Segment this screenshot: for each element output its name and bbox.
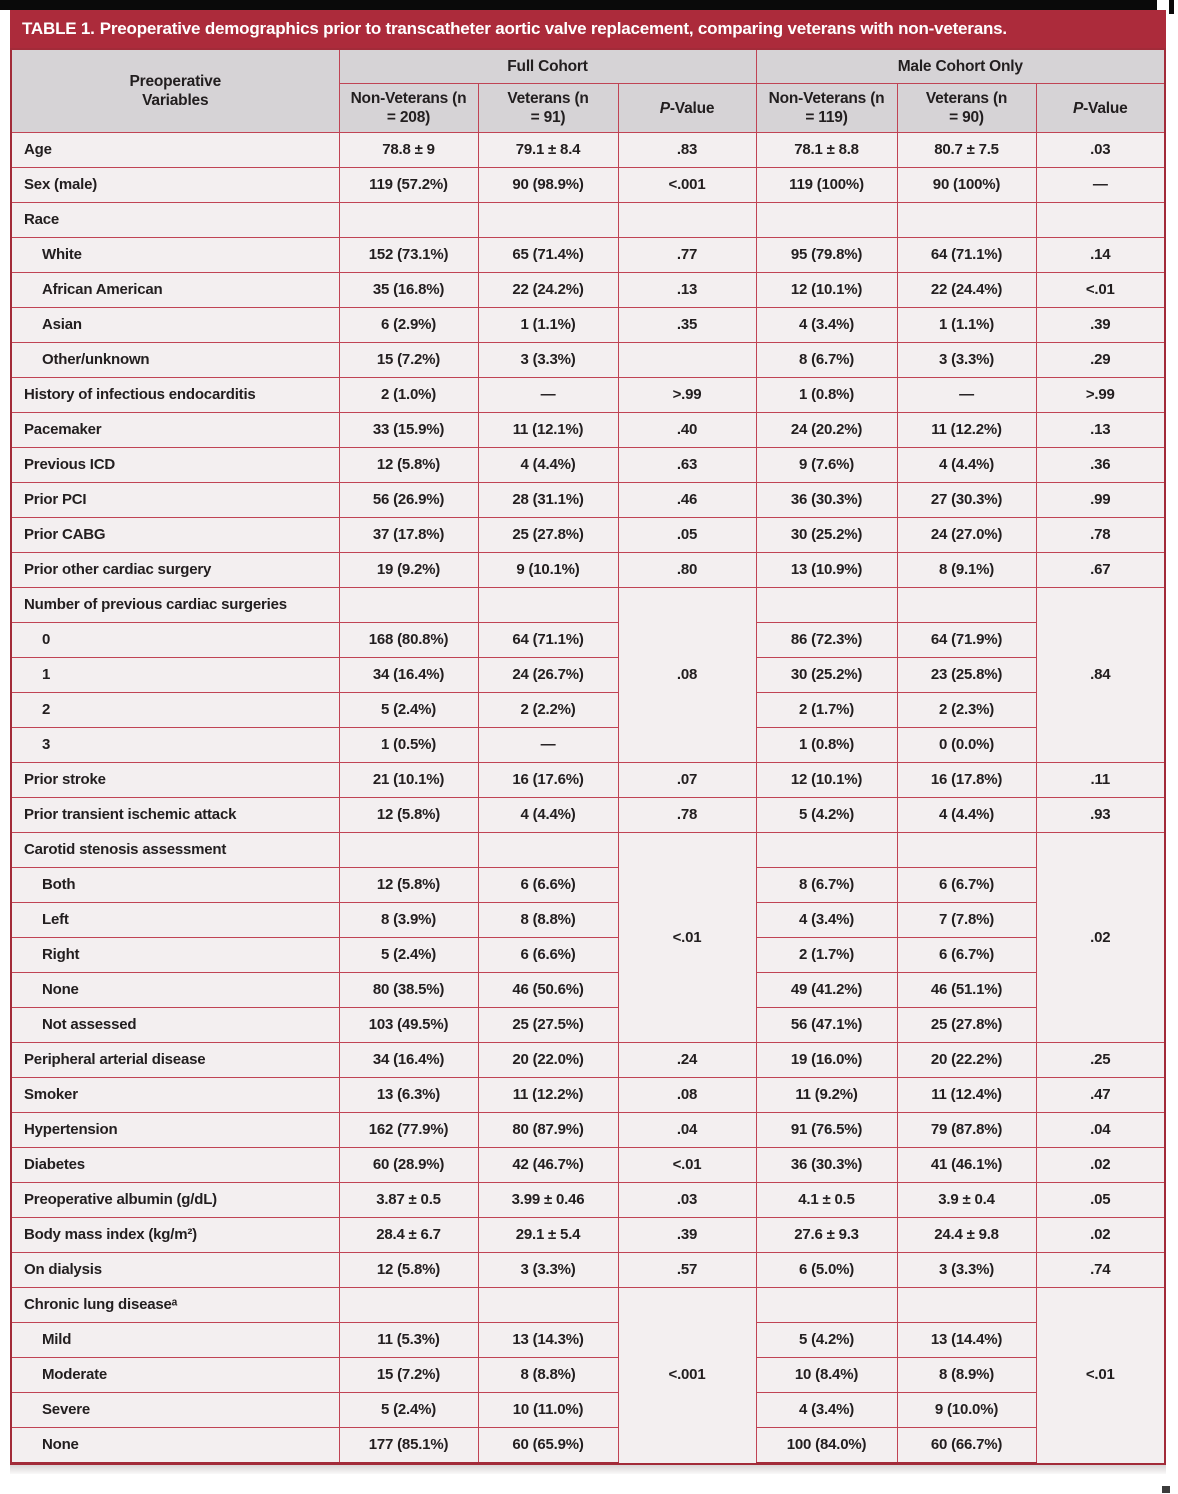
p-value-cell: .08 — [618, 588, 756, 763]
value-cell: 4 (3.4%) — [756, 1393, 897, 1428]
p-value-cell: .77 — [618, 238, 756, 273]
value-cell: 11 (12.2%) — [897, 413, 1036, 448]
p-value-cell: .29 — [1036, 343, 1165, 378]
value-cell — [478, 588, 618, 623]
p-value-cell: .13 — [1036, 413, 1165, 448]
value-cell: — — [478, 378, 618, 413]
column-header-male-pvalue: P-Value — [1036, 84, 1165, 133]
table-number-label: TABLE 1. — [22, 19, 95, 38]
table-row — [11, 518, 1165, 553]
table-row — [11, 133, 1165, 168]
value-cell: 65 (71.4%) — [478, 238, 618, 273]
value-cell: 25 (27.8%) — [897, 1008, 1036, 1043]
value-cell: 11 (12.1%) — [478, 413, 618, 448]
table-row — [11, 1428, 1165, 1464]
row-label: 0 — [11, 623, 339, 658]
p-value-cell: .47 — [1036, 1078, 1165, 1113]
value-cell — [756, 1288, 897, 1323]
p-value-cell: .04 — [618, 1113, 756, 1148]
row-label: Not assessed — [11, 1008, 339, 1043]
p-value-cell: .78 — [618, 798, 756, 833]
value-cell: 36 (30.3%) — [756, 483, 897, 518]
value-cell: 10 (11.0%) — [478, 1393, 618, 1428]
value-cell: 6 (6.7%) — [897, 938, 1036, 973]
value-cell: 8 (8.9%) — [897, 1358, 1036, 1393]
value-cell — [339, 1288, 478, 1323]
value-cell: 24 (26.7%) — [478, 658, 618, 693]
value-cell: 9 (10.1%) — [478, 553, 618, 588]
row-label: Both — [11, 868, 339, 903]
value-cell: 60 (28.9%) — [339, 1148, 478, 1183]
p-value-cell: <.01 — [1036, 1288, 1165, 1464]
value-cell: — — [478, 728, 618, 763]
row-label: Right — [11, 938, 339, 973]
p-value-cell: .02 — [1036, 833, 1165, 1043]
p-value-cell: <.01 — [618, 833, 756, 1043]
value-cell: 9 (7.6%) — [756, 448, 897, 483]
value-cell: 10 (8.4%) — [756, 1358, 897, 1393]
p-value-cell: .07 — [618, 763, 756, 798]
table-row — [11, 1393, 1165, 1428]
value-cell: 12 (10.1%) — [756, 273, 897, 308]
row-label: Asian — [11, 308, 339, 343]
table-row — [11, 448, 1165, 483]
value-cell: 16 (17.8%) — [897, 763, 1036, 798]
value-cell: 11 (9.2%) — [756, 1078, 897, 1113]
table-row — [11, 693, 1165, 728]
p-value-cell: .83 — [618, 133, 756, 168]
value-cell — [756, 588, 897, 623]
value-cell: 1 (1.1%) — [897, 308, 1036, 343]
table-row — [11, 1078, 1165, 1113]
value-cell: 8 (8.8%) — [478, 1358, 618, 1393]
table-header — [11, 49, 1165, 133]
table-row — [11, 343, 1165, 378]
table-row — [11, 1148, 1165, 1183]
p-value-cell — [1036, 203, 1165, 238]
p-value-cell: .24 — [618, 1043, 756, 1078]
p-value-cell: .63 — [618, 448, 756, 483]
p-value-cell: >.99 — [618, 378, 756, 413]
row-label: Previous ICD — [11, 448, 339, 483]
value-cell: 4 (4.4%) — [897, 448, 1036, 483]
table-row — [11, 1253, 1165, 1288]
value-cell: 4 (4.4%) — [478, 448, 618, 483]
value-cell: 79.1 ± 8.4 — [478, 133, 618, 168]
value-cell: 1 (1.1%) — [478, 308, 618, 343]
row-label: 2 — [11, 693, 339, 728]
column-header-male-veterans: Veterans (n = 90) — [897, 84, 1036, 133]
p-value-cell: <.01 — [618, 1148, 756, 1183]
value-cell: 33 (15.9%) — [339, 413, 478, 448]
value-cell: 28.4 ± 6.7 — [339, 1218, 478, 1253]
row-label: None — [11, 1428, 339, 1464]
column-group-full-cohort: Full Cohort — [339, 49, 756, 84]
table-row — [11, 1113, 1165, 1148]
table-row — [11, 903, 1165, 938]
table-row — [11, 1218, 1165, 1253]
value-cell: 80.7 ± 7.5 — [897, 133, 1036, 168]
p-value-cell: .02 — [1036, 1148, 1165, 1183]
p-value-cell: — — [1036, 168, 1165, 203]
column-header-full-pvalue: P-Value — [618, 84, 756, 133]
value-cell: 12 (5.8%) — [339, 1253, 478, 1288]
scroll-corner-mark — [1162, 1486, 1170, 1493]
value-cell: 6 (6.6%) — [478, 938, 618, 973]
p-value-cell: .74 — [1036, 1253, 1165, 1288]
value-cell: 5 (2.4%) — [339, 693, 478, 728]
value-cell — [756, 833, 897, 868]
value-cell: 86 (72.3%) — [756, 623, 897, 658]
value-cell: 5 (4.2%) — [756, 1323, 897, 1358]
p-value-cell: .08 — [618, 1078, 756, 1113]
table-row — [11, 378, 1165, 413]
row-label: Number of previous cardiac surgeries — [11, 588, 339, 623]
window-top-bar — [0, 0, 1157, 10]
value-cell: 20 (22.2%) — [897, 1043, 1036, 1078]
row-label: Mild — [11, 1323, 339, 1358]
value-cell: 1 (0.8%) — [756, 378, 897, 413]
value-cell: 20 (22.0%) — [478, 1043, 618, 1078]
value-cell: 13 (10.9%) — [756, 553, 897, 588]
row-label: African American — [11, 273, 339, 308]
row-label: Prior other cardiac surgery — [11, 553, 339, 588]
window-edge-mark — [1169, 0, 1174, 14]
value-cell: 90 (98.9%) — [478, 168, 618, 203]
row-label: Prior PCI — [11, 483, 339, 518]
row-label: Carotid stenosis assessment — [11, 833, 339, 868]
column-header-male-nonveterans: Non-Veterans (n = 119) — [756, 84, 897, 133]
value-cell: 46 (51.1%) — [897, 973, 1036, 1008]
value-cell: 30 (25.2%) — [756, 518, 897, 553]
value-cell: 3 (3.3%) — [897, 343, 1036, 378]
header-group-row — [11, 49, 1165, 84]
row-label: Age — [11, 133, 339, 168]
value-cell: 3.9 ± 0.4 — [897, 1183, 1036, 1218]
row-label: Prior stroke — [11, 763, 339, 798]
value-cell: 15 (7.2%) — [339, 343, 478, 378]
value-cell: 79 (87.8%) — [897, 1113, 1036, 1148]
value-cell: 177 (85.1%) — [339, 1428, 478, 1464]
row-label: None — [11, 973, 339, 1008]
value-cell: 11 (12.4%) — [897, 1078, 1036, 1113]
value-cell: 2 (2.2%) — [478, 693, 618, 728]
value-cell: 3.99 ± 0.46 — [478, 1183, 618, 1218]
value-cell: 80 (38.5%) — [339, 973, 478, 1008]
value-cell: 8 (3.9%) — [339, 903, 478, 938]
value-cell: 13 (6.3%) — [339, 1078, 478, 1113]
p-value-cell: .35 — [618, 308, 756, 343]
value-cell: 3 (3.3%) — [897, 1253, 1036, 1288]
value-cell: 34 (16.4%) — [339, 658, 478, 693]
value-cell: 6 (2.9%) — [339, 308, 478, 343]
value-cell: 0 (0.0%) — [897, 728, 1036, 763]
row-label: Prior transient ischemic attack — [11, 798, 339, 833]
p-value-cell: .04 — [1036, 1113, 1165, 1148]
value-cell: 5 (2.4%) — [339, 938, 478, 973]
column-header-full-veterans: Veterans (n = 91) — [478, 84, 618, 133]
table-row — [11, 938, 1165, 973]
p-value-cell: .40 — [618, 413, 756, 448]
p-value-cell: .05 — [1036, 1183, 1165, 1218]
value-cell: 12 (5.8%) — [339, 868, 478, 903]
value-cell — [339, 588, 478, 623]
value-cell: 152 (73.1%) — [339, 238, 478, 273]
value-cell: 37 (17.8%) — [339, 518, 478, 553]
row-label: Diabetes — [11, 1148, 339, 1183]
value-cell: 80 (87.9%) — [478, 1113, 618, 1148]
row-label: Peripheral arterial disease — [11, 1043, 339, 1078]
value-cell: — — [897, 378, 1036, 413]
value-cell: 9 (10.0%) — [897, 1393, 1036, 1428]
table-row — [11, 413, 1165, 448]
p-value-cell: .84 — [1036, 588, 1165, 763]
p-value-cell — [618, 343, 756, 378]
table-row — [11, 553, 1165, 588]
value-cell: 3.87 ± 0.5 — [339, 1183, 478, 1218]
table-row — [11, 763, 1165, 798]
table-row — [11, 168, 1165, 203]
value-cell: 11 (12.2%) — [478, 1078, 618, 1113]
value-cell: 16 (17.6%) — [478, 763, 618, 798]
row-label: Race — [11, 203, 339, 238]
p-value-cell: <.01 — [1036, 273, 1165, 308]
value-cell — [897, 203, 1036, 238]
page-bottom-shadow — [10, 1465, 1166, 1474]
row-label: Body mass index (kg/m²) — [11, 1218, 339, 1253]
table-title-text: Preoperative demographics prior to transcatheter aortic valve replacement, comparing veterans with non-veterans. — [99, 19, 1007, 38]
table-row — [11, 1288, 1165, 1323]
value-cell: 60 (66.7%) — [897, 1428, 1036, 1464]
table-row — [11, 1323, 1165, 1358]
p-value-cell: .14 — [1036, 238, 1165, 273]
value-cell: 95 (79.8%) — [756, 238, 897, 273]
p-value-cell: <.001 — [618, 1288, 756, 1464]
value-cell — [897, 588, 1036, 623]
value-cell: 5 (2.4%) — [339, 1393, 478, 1428]
p-value-cell: .78 — [1036, 518, 1165, 553]
row-label: Moderate — [11, 1358, 339, 1393]
value-cell — [478, 1288, 618, 1323]
table-row — [11, 973, 1165, 1008]
value-cell: 168 (80.8%) — [339, 623, 478, 658]
value-cell — [897, 1288, 1036, 1323]
p-value-cell: .11 — [1036, 763, 1165, 798]
value-cell: 2 (1.7%) — [756, 938, 897, 973]
table-row — [11, 798, 1165, 833]
value-cell: 2 (2.3%) — [897, 693, 1036, 728]
row-label: Hypertension — [11, 1113, 339, 1148]
value-cell: 36 (30.3%) — [756, 1148, 897, 1183]
value-cell: 12 (5.8%) — [339, 798, 478, 833]
value-cell: 22 (24.2%) — [478, 273, 618, 308]
value-cell: 19 (16.0%) — [756, 1043, 897, 1078]
row-label: 1 — [11, 658, 339, 693]
p-value-cell: .02 — [1036, 1218, 1165, 1253]
p-value-cell: .13 — [618, 273, 756, 308]
value-cell: 24 (27.0%) — [897, 518, 1036, 553]
row-label: On dialysis — [11, 1253, 339, 1288]
value-cell: 60 (65.9%) — [478, 1428, 618, 1464]
value-cell: 25 (27.8%) — [478, 518, 618, 553]
value-cell: 56 (26.9%) — [339, 483, 478, 518]
value-cell: 12 (5.8%) — [339, 448, 478, 483]
value-cell: 3 (3.3%) — [478, 343, 618, 378]
table-row — [11, 623, 1165, 658]
value-cell: 34 (16.4%) — [339, 1043, 478, 1078]
value-cell: 8 (9.1%) — [897, 553, 1036, 588]
value-cell: 5 (4.2%) — [756, 798, 897, 833]
value-cell: 4.1 ± 0.5 — [756, 1183, 897, 1218]
table-row — [11, 238, 1165, 273]
table-row — [11, 1183, 1165, 1218]
value-cell: 6 (6.6%) — [478, 868, 618, 903]
table-row — [11, 868, 1165, 903]
row-label: Left — [11, 903, 339, 938]
table-row — [11, 203, 1165, 238]
value-cell: 15 (7.2%) — [339, 1358, 478, 1393]
value-cell: 1 (0.8%) — [756, 728, 897, 763]
value-cell — [756, 203, 897, 238]
row-label: Chronic lung diseaseᵃ — [11, 1288, 339, 1323]
table-body — [11, 133, 1165, 1464]
row-label: Sex (male) — [11, 168, 339, 203]
p-value-cell — [618, 203, 756, 238]
value-cell: 8 (8.8%) — [478, 903, 618, 938]
value-cell — [339, 833, 478, 868]
table-row — [11, 1043, 1165, 1078]
value-cell: 13 (14.3%) — [478, 1323, 618, 1358]
value-cell: 21 (10.1%) — [339, 763, 478, 798]
value-cell: 29.1 ± 5.4 — [478, 1218, 618, 1253]
table-row — [11, 1008, 1165, 1043]
value-cell: 8 (6.7%) — [756, 343, 897, 378]
value-cell: 78.8 ± 9 — [339, 133, 478, 168]
row-label: Pacemaker — [11, 413, 339, 448]
value-cell — [478, 203, 618, 238]
p-value-cell: .67 — [1036, 553, 1165, 588]
value-cell: 27.6 ± 9.3 — [756, 1218, 897, 1253]
value-cell: 162 (77.9%) — [339, 1113, 478, 1148]
value-cell: 100 (84.0%) — [756, 1428, 897, 1464]
value-cell: 6 (6.7%) — [897, 868, 1036, 903]
row-label: Preoperative albumin (g/dL) — [11, 1183, 339, 1218]
table-card — [10, 10, 1166, 1465]
row-label: Severe — [11, 1393, 339, 1428]
table-row — [11, 273, 1165, 308]
value-cell: 8 (6.7%) — [756, 868, 897, 903]
row-label: Other/unknown — [11, 343, 339, 378]
value-cell — [339, 203, 478, 238]
value-cell: 23 (25.8%) — [897, 658, 1036, 693]
value-cell: 27 (30.3%) — [897, 483, 1036, 518]
p-value-cell: .36 — [1036, 448, 1165, 483]
value-cell: 119 (57.2%) — [339, 168, 478, 203]
table-row — [11, 728, 1165, 763]
p-value-cell: .39 — [618, 1218, 756, 1253]
p-value-cell: .25 — [1036, 1043, 1165, 1078]
p-value-cell: >.99 — [1036, 378, 1165, 413]
column-group-male-cohort: Male Cohort Only — [756, 49, 1165, 84]
value-cell: 24.4 ± 9.8 — [897, 1218, 1036, 1253]
p-value-cell: <.001 — [618, 168, 756, 203]
value-cell: 42 (46.7%) — [478, 1148, 618, 1183]
table-row — [11, 833, 1165, 868]
column-header-full-nonveterans: Non-Veterans (n = 208) — [339, 84, 478, 133]
table-row — [11, 483, 1165, 518]
value-cell: 103 (49.5%) — [339, 1008, 478, 1043]
table-title-bar — [10, 10, 1166, 48]
value-cell: 6 (5.0%) — [756, 1253, 897, 1288]
value-cell: 30 (25.2%) — [756, 658, 897, 693]
table-row — [11, 658, 1165, 693]
value-cell: 19 (9.2%) — [339, 553, 478, 588]
row-label: White — [11, 238, 339, 273]
value-cell: 4 (4.4%) — [478, 798, 618, 833]
value-cell: 49 (41.2%) — [756, 973, 897, 1008]
row-label: 3 — [11, 728, 339, 763]
value-cell: 46 (50.6%) — [478, 973, 618, 1008]
value-cell: 2 (1.7%) — [756, 693, 897, 728]
row-label: Smoker — [11, 1078, 339, 1113]
value-cell: 4 (3.4%) — [756, 308, 897, 343]
value-cell: 90 (100%) — [897, 168, 1036, 203]
table-row — [11, 1358, 1165, 1393]
table-row — [11, 308, 1165, 343]
p-value-cell: .93 — [1036, 798, 1165, 833]
value-cell: 22 (24.4%) — [897, 273, 1036, 308]
row-label: History of infectious endocarditis — [11, 378, 339, 413]
value-cell: 13 (14.4%) — [897, 1323, 1036, 1358]
value-cell: 7 (7.8%) — [897, 903, 1036, 938]
value-cell: 28 (31.1%) — [478, 483, 618, 518]
value-cell: 4 (4.4%) — [897, 798, 1036, 833]
value-cell: 64 (71.1%) — [478, 623, 618, 658]
value-cell — [897, 833, 1036, 868]
value-cell: 64 (71.1%) — [897, 238, 1036, 273]
value-cell: 11 (5.3%) — [339, 1323, 478, 1358]
value-cell: 24 (20.2%) — [756, 413, 897, 448]
value-cell: 35 (16.8%) — [339, 273, 478, 308]
p-value-cell: .80 — [618, 553, 756, 588]
value-cell: 78.1 ± 8.8 — [756, 133, 897, 168]
value-cell: 64 (71.9%) — [897, 623, 1036, 658]
p-value-cell: .46 — [618, 483, 756, 518]
p-value-cell: .03 — [618, 1183, 756, 1218]
p-value-cell: .03 — [1036, 133, 1165, 168]
p-value-cell: .57 — [618, 1253, 756, 1288]
value-cell: 2 (1.0%) — [339, 378, 478, 413]
value-cell: 1 (0.5%) — [339, 728, 478, 763]
value-cell — [478, 833, 618, 868]
value-cell: 41 (46.1%) — [897, 1148, 1036, 1183]
table-row — [11, 588, 1165, 623]
value-cell: 4 (3.4%) — [756, 903, 897, 938]
value-cell: 56 (47.1%) — [756, 1008, 897, 1043]
row-label: Prior CABG — [11, 518, 339, 553]
value-cell: 119 (100%) — [756, 168, 897, 203]
demographics-table — [10, 48, 1166, 1465]
p-value-cell: .05 — [618, 518, 756, 553]
p-value-cell: .99 — [1036, 483, 1165, 518]
column-header-variables: Preoperative Variables — [11, 49, 339, 133]
p-value-cell: .39 — [1036, 308, 1165, 343]
value-cell: 3 (3.3%) — [478, 1253, 618, 1288]
value-cell: 25 (27.5%) — [478, 1008, 618, 1043]
value-cell: 91 (76.5%) — [756, 1113, 897, 1148]
value-cell: 12 (10.1%) — [756, 763, 897, 798]
